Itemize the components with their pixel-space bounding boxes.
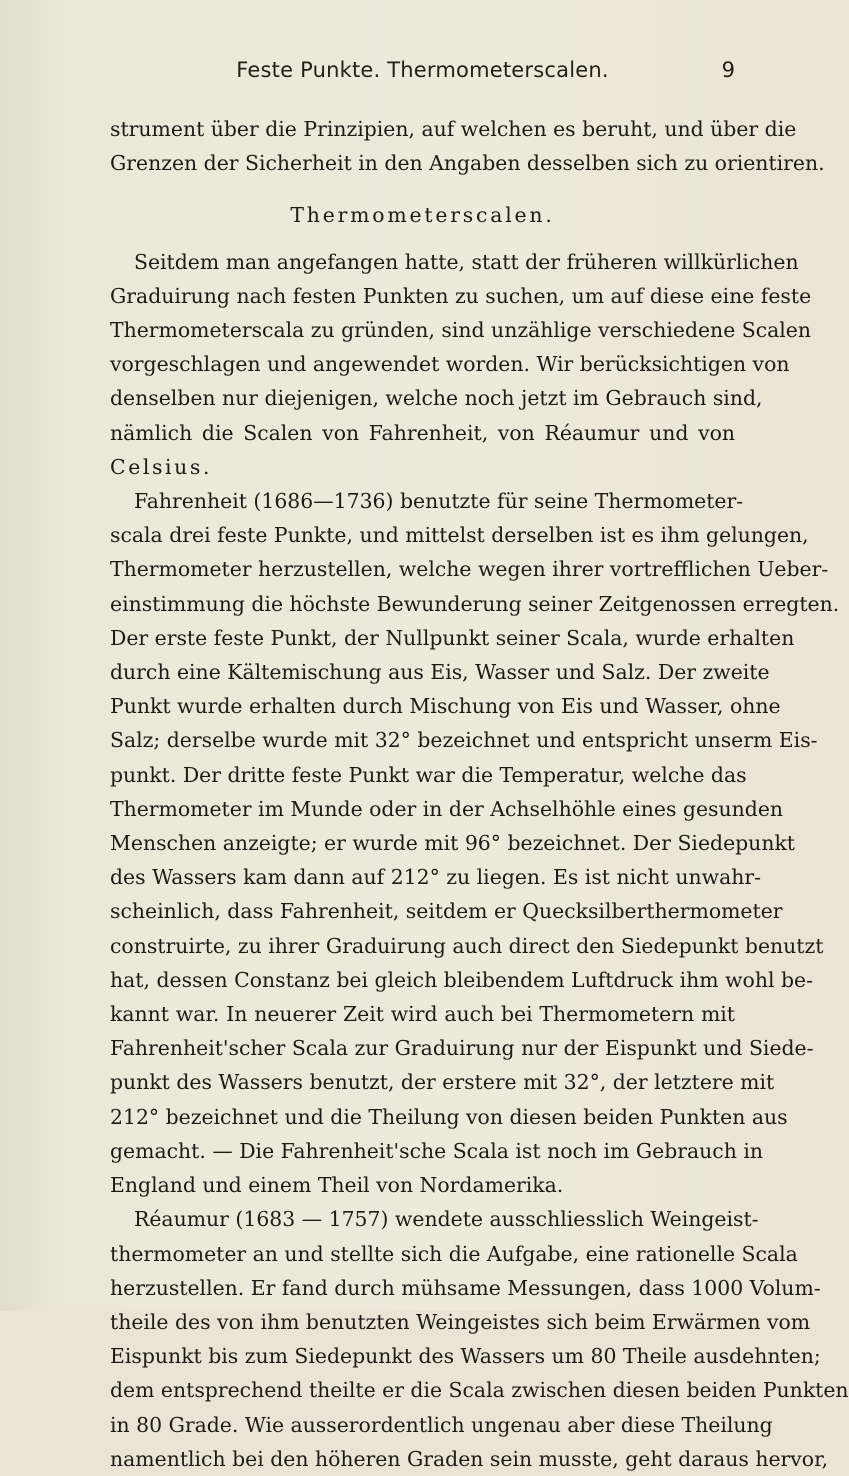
text-line: nämlich die Scalen von Fahrenheit, von Réaumur und von bbox=[110, 420, 735, 445]
text-line: herzustellen. Er fand durch mühsame Messungen, dass 1000 Volum- bbox=[110, 1275, 821, 1300]
text-line: Thermometer im Munde oder in der Achselhöhle eines gesunden bbox=[110, 796, 784, 821]
text-line: Fahrenheit'scher Scala zur Graduirung nur der Eispunkt und Siede- bbox=[110, 1036, 814, 1061]
text-line: punkt. Der dritte feste Punkt war die Temperatur, welche das bbox=[110, 762, 747, 787]
text-line: England und einem Theil von Nordamerika. bbox=[110, 1173, 564, 1198]
text-line: punkt des Wassers benutzt, der erstere mit 32°, der letztere mit bbox=[110, 1070, 775, 1095]
text-line: des Wassers kam dann auf 212° zu liegen. Es ist nicht unwahr- bbox=[110, 865, 761, 890]
text-line: namentlich bei den höheren Graden sein musste, geht daraus hervor, bbox=[110, 1446, 829, 1471]
text-line: Der erste feste Punkt, der Nullpunkt seiner Scala, wurde erhalten bbox=[110, 625, 795, 650]
text-line: Graduirung nach festen Punkten zu suchen, um auf diese eine feste bbox=[110, 283, 812, 308]
text-line: einstimmung die höchste Bewunderung seiner Zeitgenossen erregten. bbox=[110, 591, 840, 616]
text-line: Fahrenheit (1686—1736) benutzte für seine Thermometer- bbox=[134, 489, 744, 514]
text-line: vorgeschlagen und angewendet worden. Wir berücksichtigen von bbox=[110, 352, 790, 377]
text-line: thermometer an und stellte sich die Aufgabe, eine rationelle Scala bbox=[110, 1241, 798, 1266]
page-number: 9 bbox=[721, 58, 735, 82]
text-line: dem entsprechend theilte er die Scala zwischen diesen beiden Punkten bbox=[110, 1378, 849, 1403]
section-heading: Thermometerscalen. bbox=[290, 203, 555, 228]
text-line: Celsius. bbox=[110, 454, 213, 479]
text-line: denselben nur diejenigen, welche noch jetzt im Gebrauch sind, bbox=[110, 386, 763, 411]
text-line: scheinlich, dass Fahrenheit, seitdem er Quecksilberthermometer bbox=[110, 899, 783, 924]
text-line: Réaumur (1683 — 1757) wendete ausschliesslich Weingeist- bbox=[134, 1207, 759, 1232]
body-text bbox=[110, 112, 849, 1476]
text-line: Punkt wurde erhalten durch Mischung von Eis und Wasser, ohne bbox=[110, 694, 781, 719]
running-title: Feste Punkte. Thermometerscalen. bbox=[236, 58, 609, 82]
text-line: Thermometerscala zu gründen, sind unzählige verschiedene Scalen bbox=[110, 318, 812, 343]
text-line: 212° bezeichnet und die Theilung von diesen beiden Punkten aus bbox=[110, 1104, 788, 1129]
text-line: scala drei feste Punkte, und mittelst derselben ist es ihm gelungen, bbox=[110, 523, 809, 548]
text-line: Thermometer herzustellen, welche wegen ihrer vortrefflichen Ueber- bbox=[110, 557, 829, 582]
text-line: durch eine Kältemischung aus Eis, Wasser und Salz. Der zweite bbox=[110, 660, 770, 685]
text-line: Menschen anzeigte; er wurde mit 96° bezeichnet. Der Siedepunkt bbox=[110, 831, 795, 856]
text-line: in 80 Grade. Wie ausserordentlich ungenau aber diese Theilung bbox=[110, 1412, 773, 1437]
text-line: Salz; derselbe wurde mit 32° bezeichnet und entspricht unserm Eis- bbox=[110, 728, 818, 753]
text-line: theile des von ihm benutzten Weingeistes sich beim Erwärmen vom bbox=[110, 1309, 811, 1334]
text-line: strument über die Prinzipien, auf welchen es beruht, und über die bbox=[110, 117, 797, 141]
text-line: hat, dessen Constanz bei gleich bleibendem Luftdruck ihm wohl be- bbox=[110, 967, 813, 992]
text-line: kannt war. In neuerer Zeit wird auch bei Thermometern mit bbox=[110, 1002, 735, 1027]
text-line: construirte, zu ihrer Graduirung auch direct den Siedepunkt benutzt bbox=[110, 933, 824, 958]
text-line: Seitdem man angefangen hatte, statt der früheren willkürlichen bbox=[134, 249, 799, 274]
text-line: gemacht. — Die Fahrenheit'sche Scala ist noch im Gebrauch in bbox=[110, 1138, 763, 1163]
running-head bbox=[110, 58, 735, 86]
text-line: Eispunkt bis zum Siedepunkt des Wassers um 80 Theile ausdehnten; bbox=[110, 1344, 821, 1369]
text-line: Grenzen der Sicherheit in den Angaben desselben sich zu orientiren. bbox=[110, 151, 825, 176]
